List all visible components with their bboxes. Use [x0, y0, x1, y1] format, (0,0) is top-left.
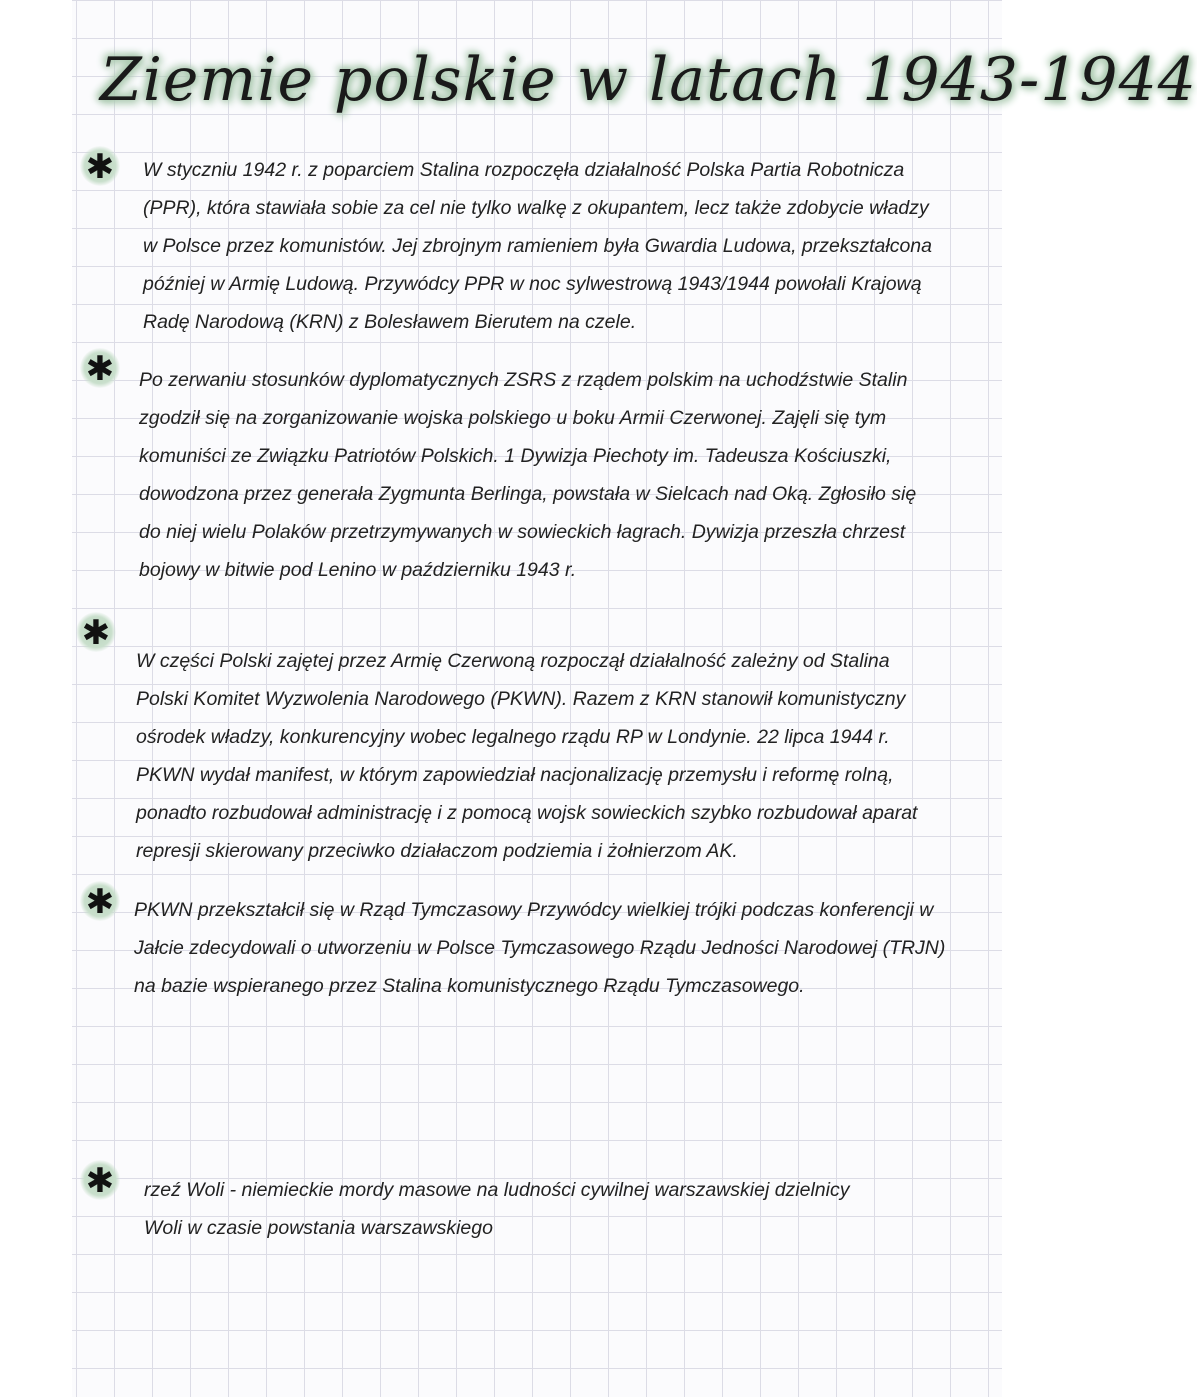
text-line: ponadto rozbudował administrację i z pomocą wojsk sowieckich szybko rozbudował aparat — [136, 802, 918, 824]
text-line: komuniści ze Związku Patriotów Polskich. 1 Dywizja Piechoty im. Tadeusza Kościuszki, — [139, 445, 892, 467]
text-line: PKWN wydał manifest, w którym zapowiedział nacjonalizację przemysłu i reformę rolną, — [136, 764, 894, 786]
asterisk-bullet-icon: ✱ — [80, 348, 120, 388]
text-line: bojowy w bitwie pod Lenino w październiku 1943 r. — [139, 559, 577, 581]
paragraph-pkwn — [136, 642, 1001, 870]
asterisk-bullet-icon: ✱ — [76, 612, 116, 652]
paragraph-ppr — [143, 151, 1003, 341]
text-line: (PPR), która stawiała sobie za cel nie tylko walkę z okupantem, lecz także zdobycie władzy — [143, 197, 929, 219]
text-line: później w Armię Ludową. Przywódcy PPR w noc sylwestrową 1943/1944 powołali Krajową — [143, 273, 922, 295]
asterisk-bullet-icon: ✱ — [80, 881, 120, 921]
text-line: Polski Komitet Wyzwolenia Narodowego (PKWN). Razem z KRN stanowił komunistyczny — [136, 688, 906, 710]
text-line: rzeź Woli - niemieckie mordy masowe na ludności cywilnej warszawskiej dzielnicy — [144, 1179, 850, 1201]
text-line: zgodził się na zorganizowanie wojska polskiego u boku Armii Czerwonej. Zajęli się tym — [139, 407, 887, 429]
paragraph-provisional-government — [134, 891, 1004, 1005]
asterisk-bullet-icon: ✱ — [80, 146, 120, 186]
text-line: PKWN przekształcił się w Rząd Tymczasowy Przywódcy wielkiej trójki podczas konferencji w — [134, 899, 934, 921]
text-line: W części Polski zajętej przez Armię Czerwoną rozpoczął działalność zależny od Stalina — [136, 650, 890, 672]
text-line: do niej wielu Polaków przetrzymywanych w sowieckich łagrach. Dywizja przeszła chrzest — [139, 521, 906, 543]
text-line: represji skierowany przeciwko działaczom podziemia i żołnierzom AK. — [136, 840, 738, 862]
text-line: Po zerwaniu stosunków dyplomatycznych ZSRS z rządem polskim na uchodźstwie Stalin — [139, 369, 908, 391]
text-line: Woli w czasie powstania warszawskiego — [144, 1217, 493, 1239]
text-line: ośrodek władzy, konkurencyjny wobec legalnego rządu RP w Londynie. 22 lipca 1944 r. — [136, 726, 890, 748]
text-line: w Polsce przez komunistów. Jej zbrojnym ramieniem była Gwardia Ludowa, przekształcona — [143, 235, 932, 257]
paragraph-wola-massacre — [144, 1171, 999, 1247]
text-line: Jałcie zdecydowali o utworzeniu w Polsce Tymczasowego Rządu Jedności Narodowej (TRJN) — [134, 937, 946, 959]
page-title: Ziemie polskie w latach 1943-1944 — [100, 45, 1197, 115]
text-line: na bazie wspieranego przez Stalina komunistycznego Rządu Tymczasowego. — [134, 975, 805, 997]
text-line: Radę Narodową (KRN) z Bolesławem Bierutem na czele. — [143, 311, 637, 333]
asterisk-bullet-icon: ✱ — [80, 1160, 120, 1200]
paragraph-berling-army — [139, 361, 999, 589]
text-line: W styczniu 1942 r. z poparciem Stalina rozpoczęła działalność Polska Partia Robotnicza — [143, 159, 905, 181]
text-line: dowodzona przez generała Zygmunta Berlinga, powstała w Sielcach nad Oką. Zgłosiło się — [139, 483, 917, 505]
